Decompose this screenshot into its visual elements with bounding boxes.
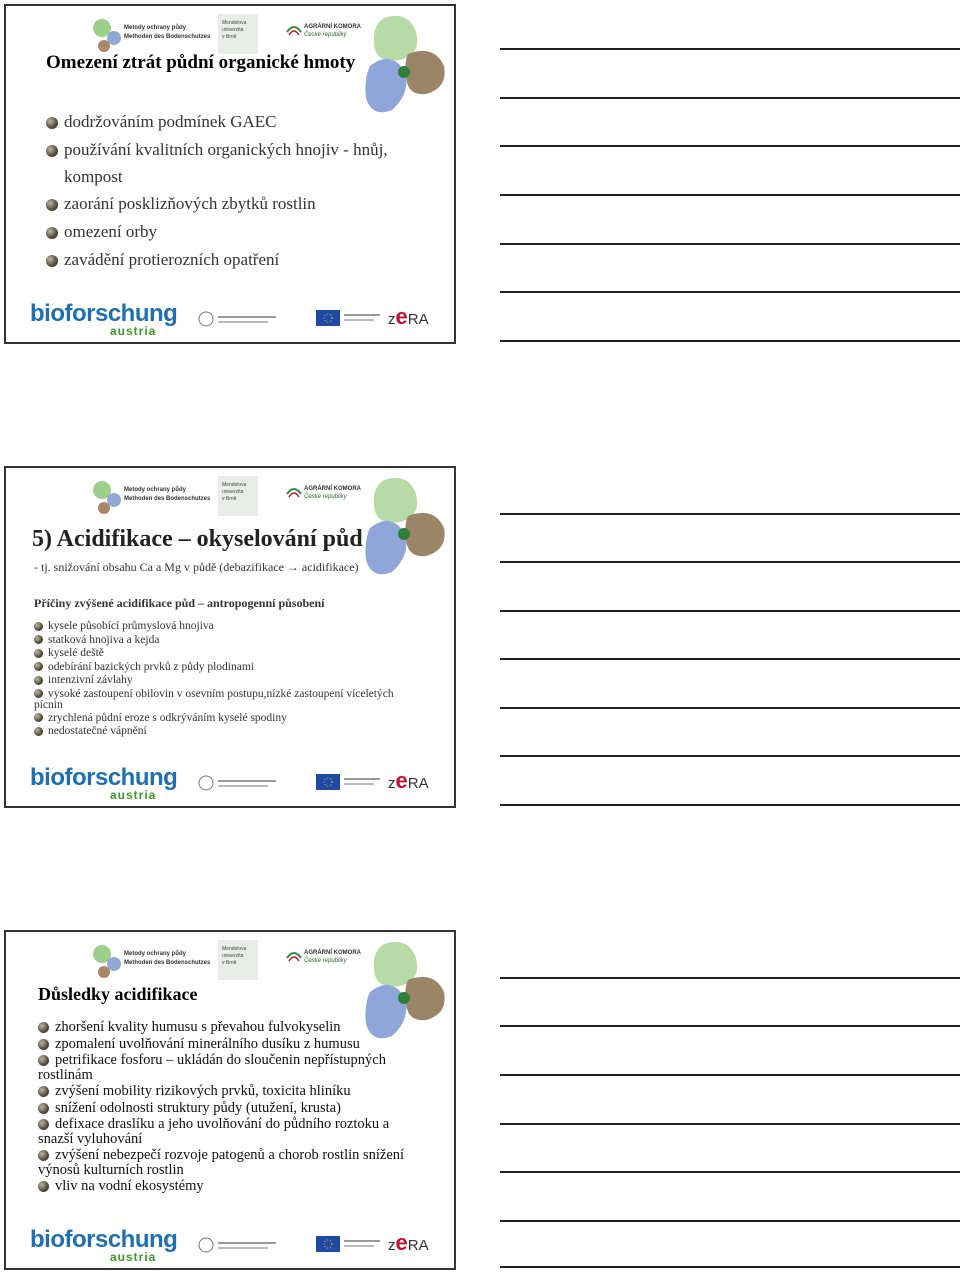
note-line <box>500 977 960 979</box>
bullet-icon <box>34 689 43 698</box>
note-line <box>500 1025 960 1027</box>
footer-logos <box>30 764 450 802</box>
mendel-line1: Mendelova <box>222 946 247 952</box>
zera-z: z <box>388 775 396 792</box>
list-item: odebírání bazických prvků z půdy plodinami <box>34 661 414 675</box>
bullet-icon <box>38 1022 49 1033</box>
footer-logos <box>30 300 450 338</box>
bubbles-icon <box>92 942 124 982</box>
program-logo <box>198 774 278 792</box>
agrarni-mark-icon <box>286 22 302 38</box>
agrarni-line1: AGRÁRNÍ KOMORA <box>304 950 361 956</box>
note-line <box>500 513 960 515</box>
slide2-bullet-list <box>34 620 414 739</box>
bubbles-icon <box>92 478 124 518</box>
list-item: kysele působící průmyslová hnojiva <box>34 620 414 634</box>
zera-e: e <box>395 304 408 329</box>
list-item: zaorání posklizňových zbytků rostlin <box>46 190 406 218</box>
bullet-icon <box>34 713 43 722</box>
metody-line1: Metody ochrany půdy <box>124 951 187 957</box>
agrarni-mark-icon <box>286 484 302 500</box>
mendel-line2: univerzita <box>222 27 244 33</box>
bioforschung-logo <box>30 1226 178 1264</box>
mendel-line3: v Brně <box>222 496 237 502</box>
list-item: dodržováním podmínek GAEC <box>46 108 406 136</box>
eu-flag-icon <box>316 1236 382 1252</box>
note-line <box>500 145 960 147</box>
list-item: zvýšení mobility rizikových prvků, toxicita hliníku <box>38 1084 408 1099</box>
note-line <box>500 340 960 342</box>
slide1-bullet-list <box>46 108 406 274</box>
program-logo <box>198 310 278 328</box>
agrarni-line2: České republiky <box>304 958 347 964</box>
slide3-bullet-list <box>38 1020 408 1196</box>
list-item: snížení odolnosti struktury půdy (utužení, krusta) <box>38 1101 408 1116</box>
bullet-icon <box>34 662 43 671</box>
note-line <box>500 804 960 806</box>
note-line <box>500 48 960 50</box>
bullet-icon <box>46 255 58 267</box>
note-line <box>500 707 960 709</box>
mendel-line2: univerzita <box>222 953 244 959</box>
bullet-icon <box>34 649 43 658</box>
bullet-icon <box>46 227 58 239</box>
agrarni-logo <box>282 20 362 50</box>
mendel-logo <box>218 940 258 980</box>
slide-1 <box>4 4 456 344</box>
program-logo <box>198 1236 278 1254</box>
agrarni-line2: České republiky <box>304 32 347 38</box>
zera-logo <box>388 1230 429 1256</box>
mendel-line3: v Brně <box>222 960 237 966</box>
mendel-line3: v Brně <box>222 34 237 40</box>
metody-logo <box>92 942 212 986</box>
eu-flag-icon <box>316 310 382 326</box>
bullet-icon <box>34 622 43 631</box>
bullet-icon <box>38 1055 49 1066</box>
bio-sub-text: austria <box>110 1250 157 1264</box>
note-line <box>500 1220 960 1222</box>
bullet-icon <box>46 117 58 129</box>
list-item: zrychlená půdní eroze s odkrýváním kyselé spodiny <box>34 712 414 726</box>
mendel-line2: univerzita <box>222 489 244 495</box>
list-item: omezení orby <box>46 218 406 246</box>
agrarni-line1: AGRÁRNÍ KOMORA <box>304 486 361 492</box>
bioforschung-logo <box>30 764 178 802</box>
zera-logo <box>388 304 429 330</box>
list-item: používání kvalitních organických hnojiv - hnůj, kompost <box>46 136 406 190</box>
agrarni-line1: AGRÁRNÍ KOMORA <box>304 24 361 30</box>
zera-ra: RA <box>407 311 429 328</box>
note-line <box>500 1074 960 1076</box>
list-item: zhoršení kvality humusu s převahou fulvokyselin <box>38 1020 408 1035</box>
slide2-heading: Příčiny zvýšené acidifikace půd – antropogenní působení <box>34 596 325 610</box>
metody-line1: Metody ochrany půdy <box>124 487 187 493</box>
list-item: vliv na vodní ekosystémy <box>38 1179 408 1194</box>
blobs-decoration-icon <box>364 476 448 580</box>
zera-ra: RA <box>407 1237 429 1254</box>
zera-logo <box>388 768 429 794</box>
note-line <box>500 755 960 757</box>
footer-logos <box>30 1226 450 1264</box>
bullet-icon <box>38 1150 49 1161</box>
metody-line2: Methoden des Bodenschutzes <box>124 34 211 40</box>
mendel-logo <box>218 14 258 54</box>
bioforschung-logo <box>30 300 178 338</box>
slide2-subtitle: - tj. snižování obsahu Ca a Mg v půdě (debazifikace → acidifikace) <box>34 560 359 574</box>
note-line <box>500 1171 960 1173</box>
note-line <box>500 194 960 196</box>
note-line <box>500 658 960 660</box>
list-item: nedostatečné vápnění <box>34 725 414 739</box>
mendel-logo <box>218 476 258 516</box>
list-item: defixace draslíku a jeho uvolňování do půdního roztoku a snazší vyluhování <box>38 1116 390 1147</box>
metody-line2: Methoden des Bodenschutzes <box>124 960 211 966</box>
bullet-icon <box>38 1119 49 1130</box>
agrarni-line2: České republiky <box>304 494 347 500</box>
eu-flag-icon <box>316 774 382 790</box>
list-item: intenzivní závlahy <box>34 674 414 688</box>
list-item: zpomalení uvolňování minerálního dusíku z humusu <box>38 1037 408 1052</box>
bio-sub-text: austria <box>110 324 157 338</box>
zera-ra: RA <box>407 775 429 792</box>
note-line <box>500 291 960 293</box>
list-item: vysoké zastoupení obilovin v osevním postupu,nízké zastoupení víceletých pícnin <box>34 687 394 711</box>
list-item: kyselé deště <box>34 647 414 661</box>
note-line <box>500 97 960 99</box>
zera-z: z <box>388 311 396 328</box>
bullet-icon <box>34 727 43 736</box>
bio-main-text: bioforschung <box>30 1226 178 1253</box>
agrarni-mark-icon <box>286 948 302 964</box>
zera-e: e <box>395 768 408 793</box>
mendel-line1: Mendelova <box>222 482 247 488</box>
slide1-title: Omezení ztrát půdní organické hmoty <box>46 52 356 73</box>
bullet-icon <box>38 1103 49 1114</box>
zera-e: e <box>395 1230 408 1255</box>
list-item: petrifikace fosforu – ukládán do sloučenin nepřístupných rostlinám <box>38 1052 386 1083</box>
bio-main-text: bioforschung <box>30 764 178 791</box>
note-line <box>500 610 960 612</box>
note-line <box>500 1123 960 1125</box>
slide2-title: 5) Acidifikace – okyselování půd <box>32 526 363 552</box>
list-item: zvýšení nebezpečí rozvoje patogenů a chorob rostlin snížení výnosů kulturních rostlin <box>38 1147 405 1178</box>
note-line <box>500 243 960 245</box>
bullet-icon <box>46 199 58 211</box>
metody-logo <box>92 478 212 522</box>
bullet-icon <box>34 676 43 685</box>
note-line <box>500 1266 960 1268</box>
slide3-title: Důsledky acidifikace <box>38 984 198 1004</box>
metody-line2: Methoden des Bodenschutzes <box>124 496 211 502</box>
blobs-decoration-icon <box>364 14 448 118</box>
agrarni-logo <box>282 482 362 512</box>
bio-main-text: bioforschung <box>30 300 178 327</box>
bullet-icon <box>34 635 43 644</box>
bubbles-icon <box>92 16 124 56</box>
slide-2 <box>4 466 456 808</box>
bullet-icon <box>38 1181 49 1192</box>
agrarni-logo <box>282 946 362 976</box>
bullet-icon <box>38 1039 49 1050</box>
zera-z: z <box>388 1237 396 1254</box>
bullet-icon <box>38 1086 49 1097</box>
list-item: statková hnojiva a kejda <box>34 634 414 648</box>
mendel-line1: Mendelova <box>222 20 247 26</box>
metody-line1: Metody ochrany půdy <box>124 25 187 31</box>
note-line <box>500 561 960 563</box>
list-item: zavádění protierozních opatření <box>46 246 406 274</box>
slide-3 <box>4 930 456 1270</box>
bullet-icon <box>46 145 58 157</box>
bio-sub-text: austria <box>110 788 157 802</box>
